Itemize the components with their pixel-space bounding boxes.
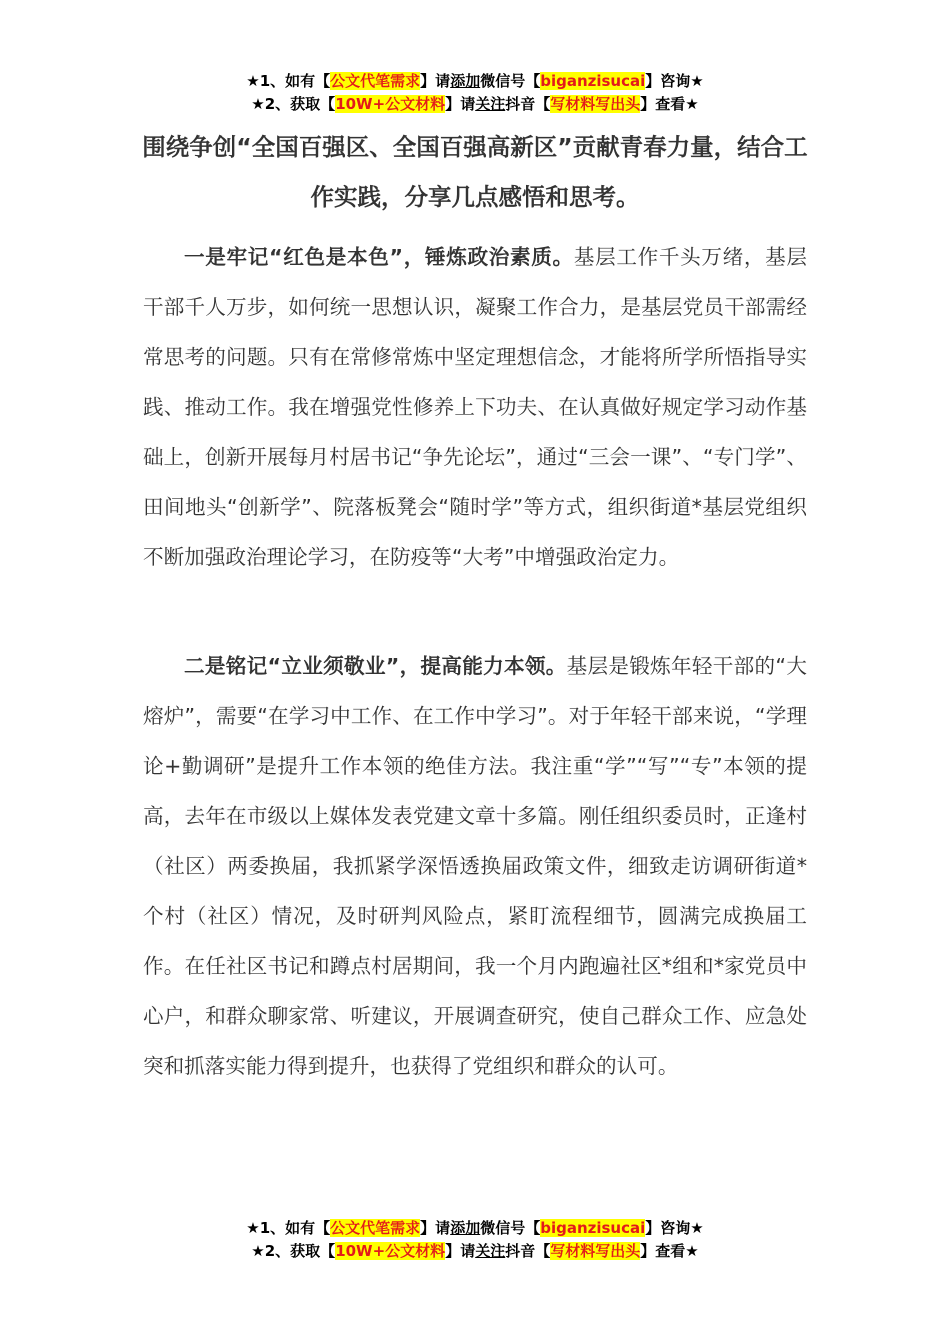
underlined-text: 添加: [450, 72, 481, 90]
banner-text: 抖音【: [505, 95, 551, 113]
banner-text: 】咨询★: [645, 1219, 704, 1237]
underlined-text: 关注: [475, 95, 506, 113]
highlight-text: 10W+公文材料: [335, 95, 446, 113]
paragraph-1: [143, 232, 807, 582]
douyin-account: 写材料写出头: [550, 1242, 641, 1260]
highlight-text: 10W+公文材料: [335, 1242, 446, 1260]
banner-text: 】查看★: [640, 1242, 699, 1260]
banner-text: ★1、如有【: [246, 1219, 331, 1237]
banner-text: ★2、获取【: [251, 1242, 336, 1260]
document-title: 围绕争创“全国百强区、全国百强高新区”贡献青春力量，结合工作实践，分享几点感悟和思考。: [142, 133, 808, 211]
paragraph-lead: 二是铭记“立业须敬业”，提高能力本领。: [184, 654, 567, 678]
banner-text: 微信号【: [480, 1219, 541, 1237]
underlined-text: 添加: [450, 1219, 481, 1237]
banner-text: 】请: [445, 1242, 476, 1260]
highlight-text: 公文代笔需求: [330, 72, 421, 90]
banner-line-1: [0, 1217, 950, 1240]
header-banner: [0, 70, 950, 116]
banner-text: ★2、获取【: [251, 95, 336, 113]
wechat-id: biganzisucai: [540, 1219, 646, 1237]
douyin-account: 写材料写出头: [550, 95, 641, 113]
banner-line-2: [0, 1240, 950, 1263]
banner-text: 】咨询★: [645, 72, 704, 90]
banner-text: 】请: [420, 1219, 451, 1237]
paragraph-lead: 一是牢记“红色是本色”，锤炼政治素质。: [184, 245, 574, 269]
paragraph-2: [143, 641, 807, 1091]
banner-line-2: [0, 93, 950, 116]
paragraph-text: 基层工作千头万绪，基层干部千人万步，如何统一思想认识，凝聚工作合力，是基层党员干部需经常思考的问题。只有在常修常炼中坚定理想信念，才能将所学所悟指导实践、推动工作。我在增强党性修养上下功夫、在认真做好规定学习动作基础上，创新开展每月村居书记“争先论坛”，通过“三会一课”、“专门学”、田间地头“创新学”、院落板凳会“随时学”等方式，组织街道*基层党组织不断加强政治理论学习，在防疫等“大考”中增强政治定力。: [143, 245, 807, 569]
banner-text: 】查看★: [640, 95, 699, 113]
underlined-text: 关注: [475, 1242, 506, 1260]
highlight-text: 公文代笔需求: [330, 1219, 421, 1237]
banner-line-1: [0, 70, 950, 93]
banner-text: 】请: [445, 95, 476, 113]
banner-text: 微信号【: [480, 72, 541, 90]
paragraph-text: 基层是锻炼年轻干部的“大熔炉”，需要“在学习中工作、在工作中学习”。对于年轻干部来说，“学理论+勤调研”是提升工作本领的绝佳方法。我注重“学”“写”“专”本领的提高，去年在市级以上媒体发表党建文章十多篇。刚任组织委员时，正逢村（社区）两委换届，我抓紧学深悟透换届政策文件，细致走访调研街道*个村（社区）情况，及时研判风险点，紧盯流程细节，圆满完成换届工作。在任社区书记和蹲点村居期间，我一个月内跑遍社区*组和*家党员中心户，和群众聊家常、听建议，开展调查研究，使自己群众工作、应急处突和抓落实能力得到提升，也获得了党组织和群众的认可。: [143, 654, 807, 1078]
wechat-id: biganzisucai: [540, 72, 646, 90]
banner-text: 抖音【: [505, 1242, 551, 1260]
banner-text: 】请: [420, 72, 451, 90]
footer-banner: [0, 1217, 950, 1263]
banner-text: ★1、如有【: [246, 72, 331, 90]
